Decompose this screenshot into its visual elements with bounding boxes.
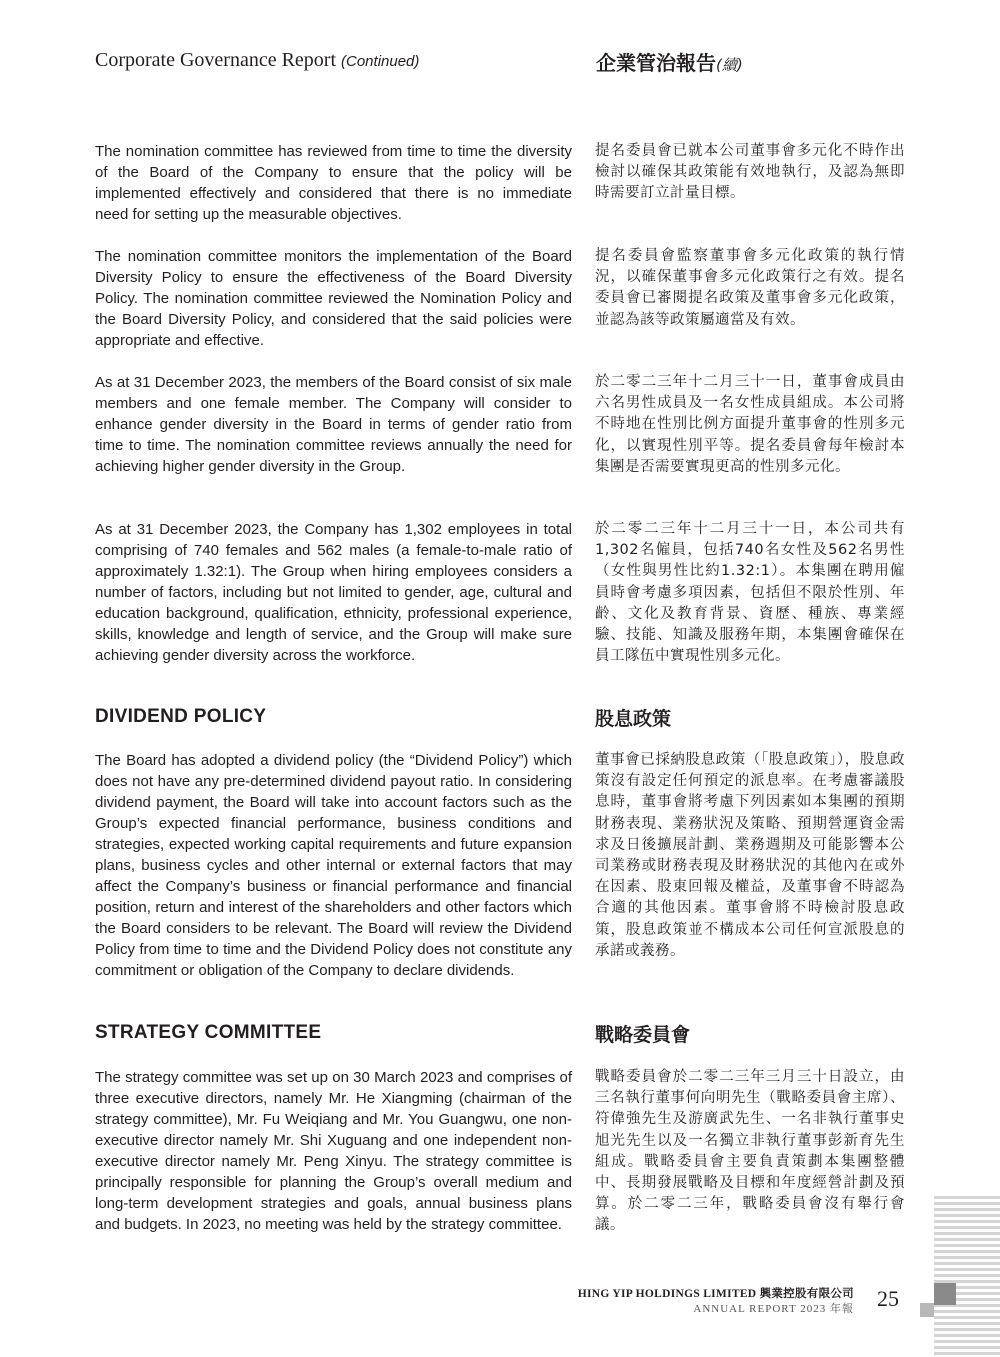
paragraph-en-employees: As at 31 December 2023, the Company has 1,302 employees in total comprising of 740 females and 562 males (a female-to-male ratio of approximately 1.32:1). The Group when hiring employees considers a number of factors, including but not limited to gender, age, cultural and education background, qualification, ethnicity, professional experience, skills, knowledge and length of service, and the Group will make sure achieving gender diversity across the workforce. xyxy=(95,521,572,664)
paragraph-en-board-gender: As at 31 December 2023, the members of the Board consist of six male members and one female member. The Company will consider to enhance gender diversity in the Board in terms of gender ratio from time to time. The nomination committee reviews annually the need for achieving higher gender diversity in the Group. xyxy=(95,374,572,475)
header-title-en: Corporate Governance Report xyxy=(95,49,337,71)
page-header-en xyxy=(95,49,419,72)
dividend-policy-text-en: The Board has adopted a dividend policy (the “Dividend Policy”) which does not have any pre-determined dividend payout ratio. In considering dividend payment, the Board will take into account factors such as the Group’s expected financial performance, business conditions and strategies, expected working capital requirements and future expansion plans, business cycles and other internal or external factors that may affect the Company’s business or financial performance and financial position, return and interest of the shareholders and other factors which the Board considers to be relevant. The Board will review the Dividend Policy from time to time and the Dividend Policy does not constitute any commitment or obligation of the Company to declare dividends. xyxy=(95,752,572,979)
header-continued-en: (Continued) xyxy=(341,53,420,70)
decorative-square-light xyxy=(920,1303,934,1317)
paragraph-zh-diversity-review: 提名委員會已就本公司董事會多元化不時作出檢討以確保其政策能有效地執行，及認為無即時需要訂立計量目標。 xyxy=(595,143,905,202)
page-header-zh xyxy=(596,47,743,76)
footer-company-name: HING YIP HOLDINGS LIMITED 興業控股有限公司 xyxy=(577,1288,854,1300)
paragraph-en-diversity-monitor: The nomination committee monitors the implementation of the Board Diversity Policy to ensure the effectiveness of the Board Diversity Policy. The nomination committee reviewed the Nomination Policy and the Board Diversity Policy, and considered that the said policies were appropriate and effective. xyxy=(95,248,572,349)
strategy-committee-heading-zh: 戰略委員會 xyxy=(595,1024,691,1046)
dividend-policy-text-zh: 董事會已採納股息政策（「股息政策」），股息政策沒有設定任何預定的派息率。在考慮審議股息時，董事會將考慮下列因素如本集團的預期財務表現、業務狀況及策略、預期營運資金需求及日後擴展計劃、業務週期及可能影響本公司業務或財務表現及財務狀況的其他內在或外在因素、股東回報及權益，及董事會不時認為合適的其他因素。董事會將不時檢討股息政策，股息政策並不構成本公司任何宣派股息的承諾或義務。 xyxy=(595,752,905,959)
strategy-committee-text-en: The strategy committee was set up on 30 March 2023 and comprises of three executive directors, namely Mr. He Xiangming (chairman of the strategy committee), Mr. Fu Weiqiang and Mr. You Guangwu, one non-executive director namely Mr. Shi Xuguang and one independent non-executive director namely Mr. Peng Xinyu. The strategy committee is principally responsible for planning the Group’s overall medium and long-term development strategies and goals, annual business plans and budgets. In 2023, no meeting was held by the strategy committee. xyxy=(95,1069,572,1233)
paragraph-zh-employees: 於二零二三年十二月三十一日，本公司共有1,302名僱員，包括740名女性及562名男性（女性與男性比約1.32:1）。本集團在聘用僱員時會考慮多項因素，包括但不限於性別、年齡、文化及教育背景、資歷、種族、專業經驗、技能、知識及服務年期，本集團會確保在員工隊伍中實現性別多元化。 xyxy=(595,521,905,665)
header-continued-zh: (續) xyxy=(716,56,743,74)
paragraph-zh-diversity-monitor: 提名委員會監察董事會多元化政策的執行情況，以確保董事會多元化政策行之有效。提名委員會已審閱提名政策及董事會多元化政策，並認為該等政策屬適當及有效。 xyxy=(595,248,905,328)
paragraph-en-diversity-review: The nomination committee has reviewed from time to time the diversity of the Board of the Company to ensure that the policy will be implemented effectively and considered that there is no immediate need for setting up the measurable objectives. xyxy=(95,143,572,223)
decorative-square-dark xyxy=(934,1283,956,1305)
page-number: 25 xyxy=(877,1286,899,1311)
strategy-committee-heading-en: STRATEGY COMMITTEE xyxy=(95,1022,322,1043)
strategy-committee-text-zh: 戰略委員會於二零二三年三月三十日設立，由三名執行董事何向明先生（戰略委員會主席）、符偉強先生及游廣武先生、一名非執行董事史旭光先生以及一名獨立非執行董事彭新育先生組成。戰略委員會主要負責策劃本集團整體中、長期發展戰略及目標和年度經營計劃及預算。於二零二三年，戰略委員會沒有舉行會議。 xyxy=(595,1069,905,1234)
dividend-policy-heading-zh: 股息政策 xyxy=(595,708,672,730)
decorative-stripes xyxy=(934,1196,1000,1357)
header-title-zh: 企業管治報告 xyxy=(596,51,716,75)
paragraph-zh-board-gender: 於二零二三年十二月三十一日，董事會成員由六名男性成員及一名女性成員組成。本公司將不時地在性別比例方面提升董事會的性別多元化，以實現性別平等。提名委員會每年檢討本集團是否需要實現更高的性別多元化。 xyxy=(595,374,905,475)
dividend-policy-heading-en: DIVIDEND POLICY xyxy=(95,706,267,727)
footer-report-title: ANNUAL REPORT 2023 年報 xyxy=(693,1303,854,1315)
